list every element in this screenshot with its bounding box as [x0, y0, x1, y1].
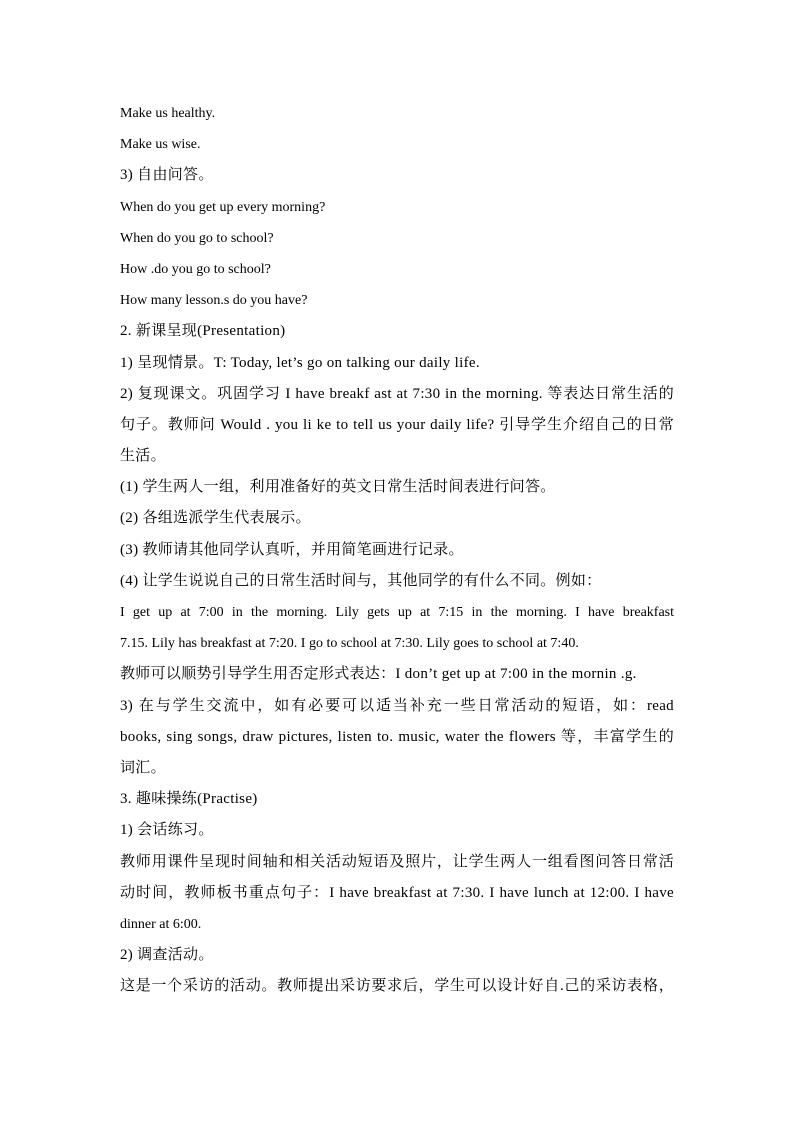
text-line-24: 1) 会话练习。	[120, 822, 214, 839]
text-line-13: (1) 学生两人一组，利用准备好的英文日常生活时间表进行问答。	[120, 479, 556, 496]
text-line-21: books, sing songs, draw pictures, listen to. music, water the flowers 等，丰富学生的	[120, 728, 674, 745]
text-line-1: Make us healthy.	[120, 106, 216, 121]
text-line-28: 2) 调查活动。	[120, 947, 214, 964]
text-line-5: When do you go to school?	[120, 230, 274, 246]
section-heading-presentation: 2. 新课呈现(Presentation)	[120, 323, 286, 340]
text-line-29: 这是一个采访的活动。教师提出采访要求后，学生可以设计好自.己的采访表格，	[120, 978, 674, 995]
section-heading-practise: 3. 趣味操练(Practise)	[120, 791, 258, 808]
text-line-3: 3) 自由问答。	[120, 167, 214, 184]
text-line-10: 2) 复现课文。巩固学习 I have breakf ast at 7:30 in the morning. 等表达日常生活的	[120, 385, 674, 402]
text-line-11: 句子。教师问 Would . you li ke to tell us your daily life? 引导学生介绍自己的日常	[120, 416, 674, 433]
text-line-25: 教师用课件呈现时间轴和相关活动短语及照片，让学生两人一组看图问答日常活	[120, 853, 674, 870]
text-line-2: Make us wise.	[120, 137, 201, 153]
text-line-6: How .do you go to school?	[120, 261, 271, 277]
text-line-15: (3) 教师请其他同学认真听，并用简笔画进行记录。	[120, 541, 464, 558]
text-line-9: 1) 呈现情景。T: Today, let’s go on talking our daily life.	[120, 354, 480, 371]
text-line-26: 动时间，教师板书重点句子：I have breakfast at 7:30. I have lunch at 12:00. I have	[120, 884, 674, 901]
text-line-7: How many lesson.s do you have?	[120, 293, 308, 309]
text-line-19: 教师可以顺势引导学生用否定形式表达：I don’t get up at 7:00 in the mornin .g.	[120, 666, 637, 683]
text-line-22: 词汇。	[120, 759, 166, 776]
text-line-20: 3) 在与学生交流中，如有必要可以适当补充一些日常活动的短语，如：read	[120, 697, 674, 714]
text-line-18: 7.15. Lily has breakfast at 7:20. I go to school at 7:30. Lily goes to school at 7:40.	[120, 636, 579, 652]
text-line-16: (4) 让学生说说自己的日常生活时间与，其他同学的有什么不同。例如：	[120, 572, 602, 589]
text-line-14: (2) 各组选派学生代表展示。	[120, 510, 311, 527]
document-body	[120, 98, 674, 1002]
text-line-4: When do you get up every morning?	[120, 199, 326, 215]
text-line-12: 生活。	[120, 448, 166, 465]
text-line-27: dinner at 6:00.	[120, 916, 202, 932]
text-line-17: I get up at 7:00 in the morning. Lily gets up at 7:15 in the morning. I have breakfast	[120, 605, 674, 620]
